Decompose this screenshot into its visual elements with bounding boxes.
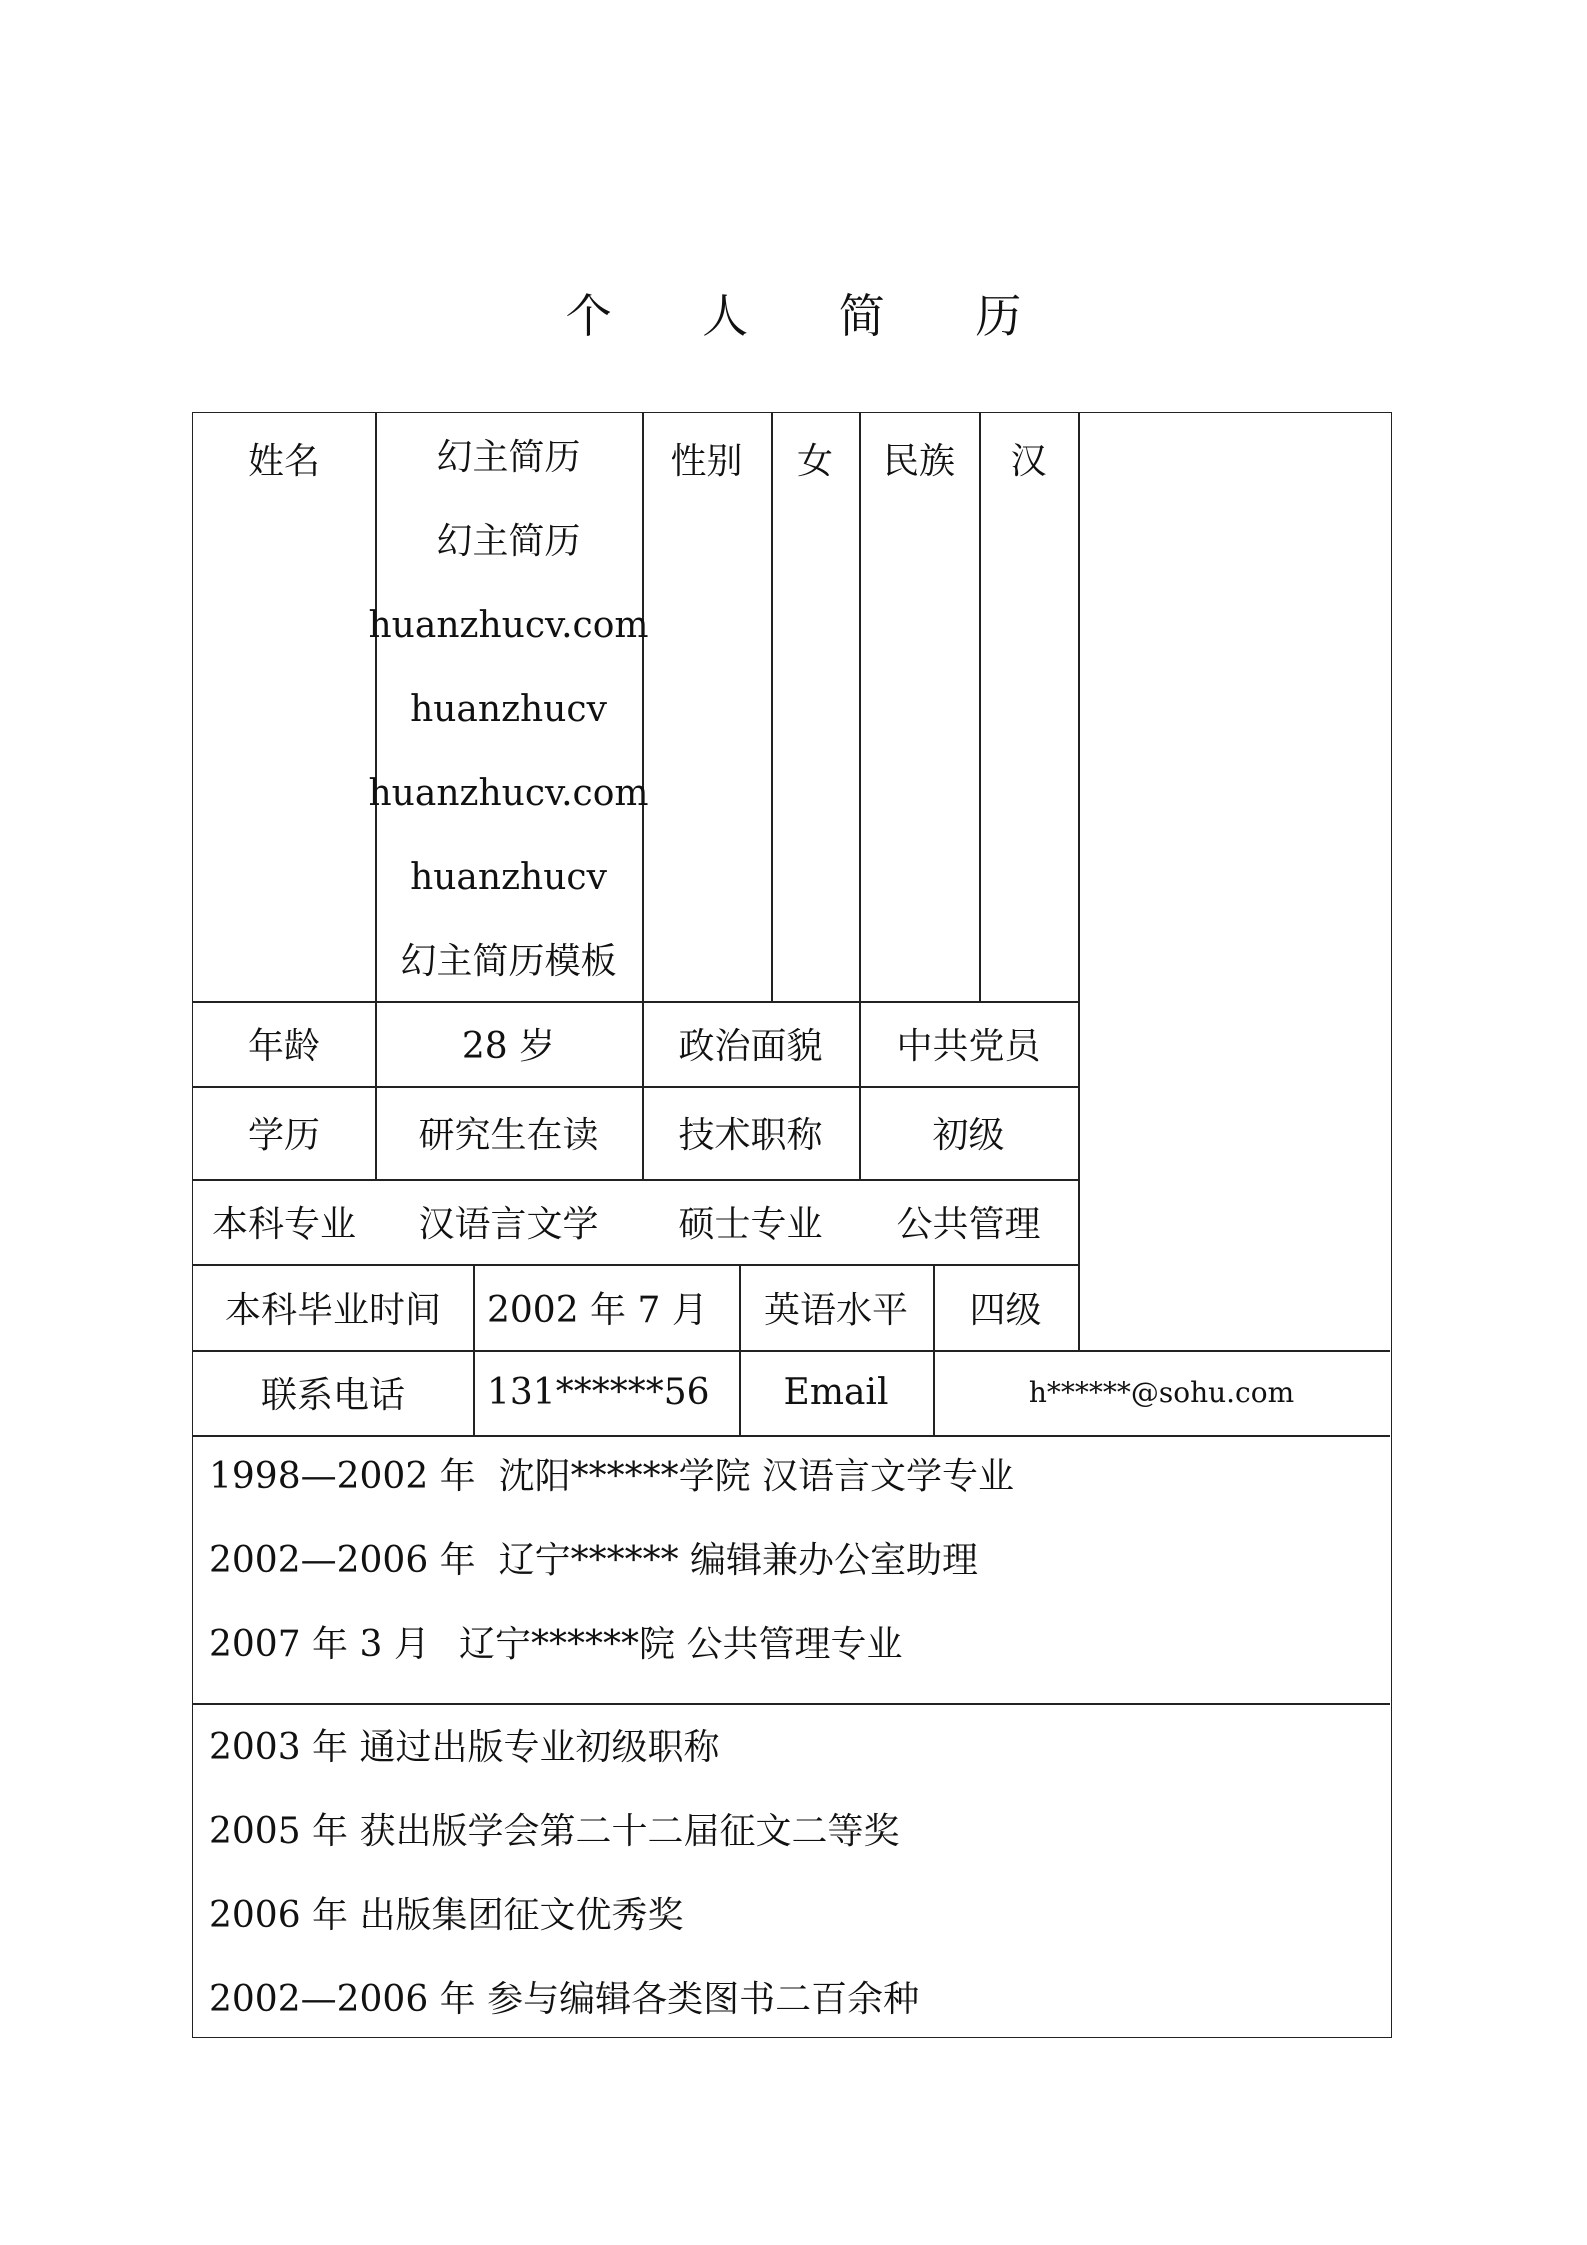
experience-item: [209, 1452, 1014, 1502]
experience-period: 2007 年 3 月: [209, 1624, 430, 1665]
experience-item: [209, 1620, 902, 1670]
name-value: 幻主简历: [436, 521, 581, 562]
experience-content: 辽宁****** 编辑兼办公室助理: [498, 1540, 979, 1581]
email-label: Email: [783, 1372, 889, 1413]
achievement-item: 2005 年 获出版学会第二十二届征文二等奖: [209, 1811, 900, 1852]
name-value-stack: [368, 416, 649, 1004]
page-title: 个 人 简 历: [565, 289, 1060, 343]
politics-label: 政治面貌: [678, 1026, 823, 1067]
achievement-item: 2003 年 通过出版专业初级职称: [209, 1727, 720, 1768]
age-label: 年龄: [247, 1026, 320, 1067]
gender-value: 女: [796, 440, 833, 482]
tech-title-value: 初级: [932, 1115, 1005, 1156]
ethnicity-value: 汉: [1010, 440, 1047, 482]
politics-value: 中共党员: [896, 1026, 1041, 1067]
master-value: 公共管理: [896, 1204, 1041, 1245]
name-value: huanzhucv: [410, 689, 607, 730]
phone-value: 131******56: [487, 1372, 710, 1413]
name-value: huanzhucv.com: [368, 773, 649, 814]
experience-content: 沈阳******学院 汉语言文学专业: [498, 1456, 1015, 1497]
experience-content: 辽宁******院 公共管理专业: [459, 1624, 903, 1665]
master-label: 硕士专业: [678, 1204, 823, 1245]
age-value: 28 岁: [461, 1026, 556, 1067]
achievements-section: [209, 1703, 1369, 2033]
experience-section: [209, 1435, 1369, 1703]
achievement-item: 2002—2006 年 参与编辑各类图书二百余种: [209, 1979, 920, 2020]
major-value: 汉语言文学: [418, 1204, 599, 1245]
major-label: 本科专业: [211, 1204, 356, 1245]
education-label: 学历: [247, 1115, 320, 1156]
name-label: 姓名: [247, 440, 320, 482]
email-value: h******@sohu.com: [1028, 1376, 1295, 1409]
resume-table: [192, 412, 1392, 2038]
achievement-item: 2006 年 出版集团征文优秀奖: [209, 1895, 684, 1936]
tech-title-label: 技术职称: [678, 1115, 823, 1156]
name-value: 幻主简历: [436, 437, 581, 478]
ethnicity-label: 民族: [882, 440, 955, 482]
graduation-value: 2002 年 7 月: [487, 1289, 708, 1331]
name-value: huanzhucv: [410, 857, 607, 898]
experience-period: 2002—2006 年: [209, 1540, 476, 1581]
experience-item: [209, 1536, 978, 1586]
col-divider: [1078, 413, 1080, 1350]
name-value: huanzhucv.com: [368, 605, 649, 646]
gender-label: 性别: [670, 440, 743, 482]
phone-label: 联系电话: [260, 1375, 405, 1416]
graduation-label: 本科毕业时间: [224, 1289, 441, 1331]
english-value: 四级: [969, 1289, 1042, 1331]
name-value: 幻主简历模板: [400, 941, 617, 982]
english-label: 英语水平: [763, 1289, 908, 1331]
experience-period: 1998—2002 年: [209, 1456, 476, 1497]
education-value: 研究生在读: [418, 1115, 599, 1156]
